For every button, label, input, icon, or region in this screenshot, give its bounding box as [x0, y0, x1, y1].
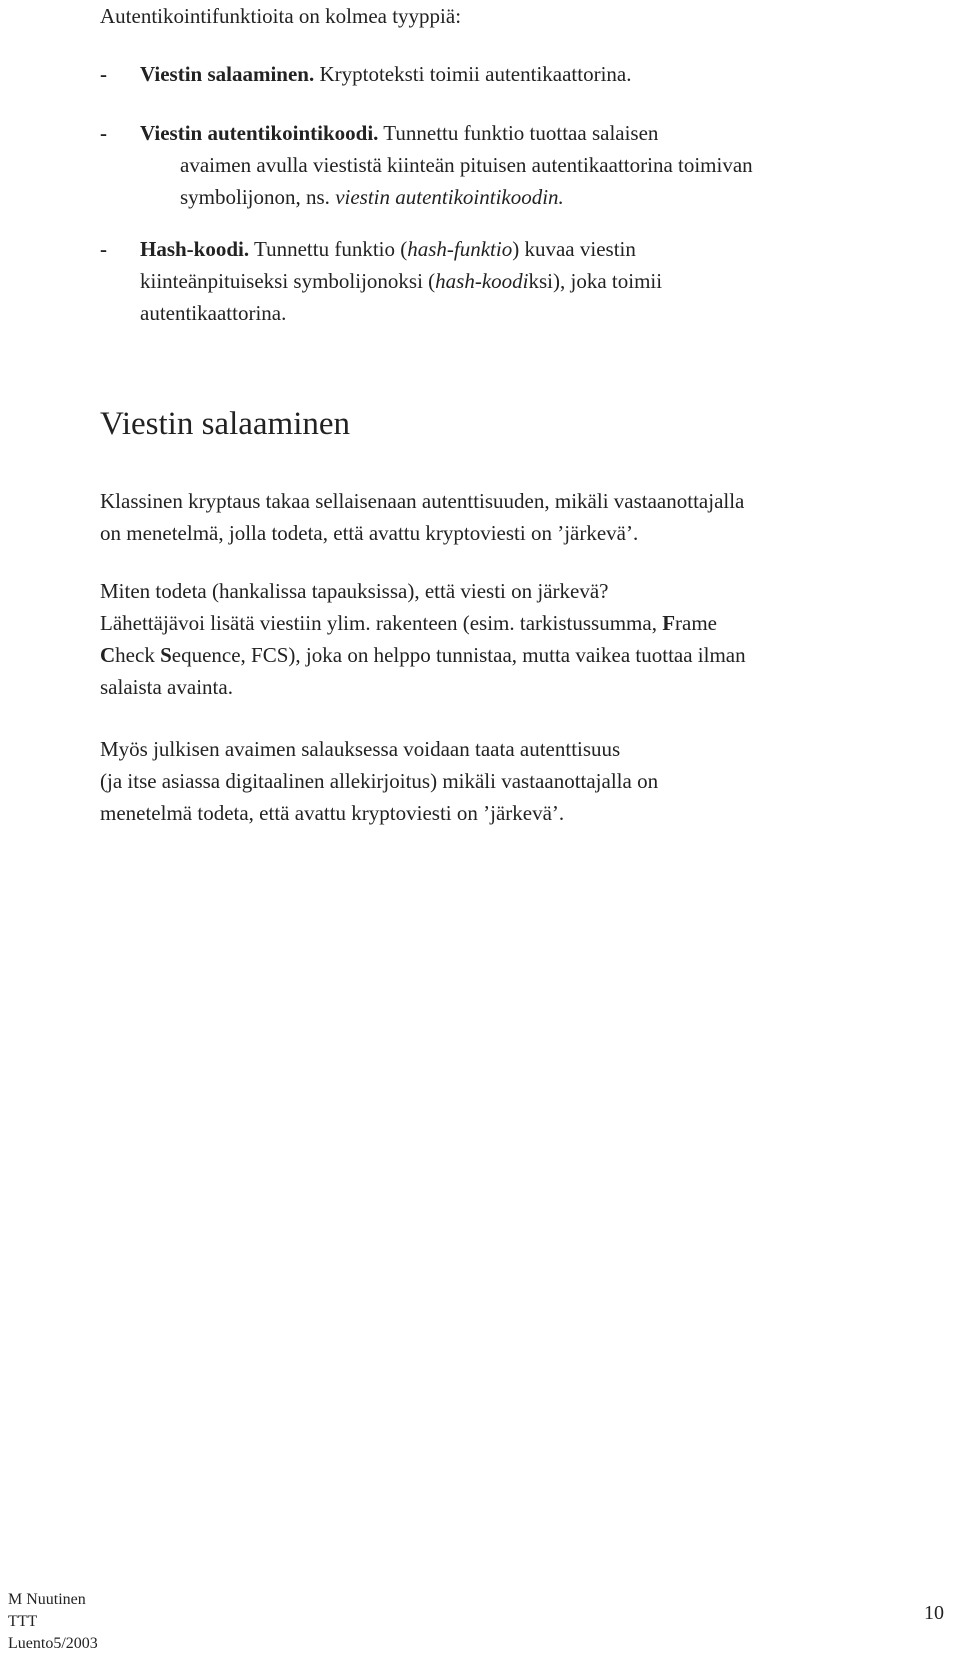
footer-course: TTT — [8, 1613, 38, 1630]
acronym-letter: C — [100, 643, 116, 667]
paragraph-line-text: equence, FCS), joka on helppo tunnistaa, mutta vaikea tuottaa ilman — [171, 643, 746, 667]
list-item-description: Tunnettu funktio tuottaa salaisen — [378, 121, 659, 145]
paragraph-line — [100, 607, 950, 639]
list-item-description: Kryptoteksti toimii autentikaattorina. — [314, 62, 632, 86]
list-item-italic-term: hash-funktio — [407, 237, 513, 261]
paragraph-line: (ja itse asiassa digitaalinen allekirjoitus) mikäli vastaanottajalla on — [100, 769, 659, 793]
list-item-line: autentikaattorina. — [140, 301, 287, 325]
list-item-line-text: ksi), joka toimii — [528, 269, 663, 293]
page-number: 10 — [924, 1602, 944, 1624]
list-dash: - — [100, 121, 107, 145]
paragraph-line-text: rame — [675, 611, 718, 635]
paragraph-line-text: Lähettäjävoi lisätä viestiin ylim. rakenteen (esim. tarkistussumma, — [100, 611, 663, 635]
list-item-line — [140, 181, 940, 213]
list-item-encryption — [100, 58, 940, 90]
footer-author: M Nuutinen — [8, 1591, 86, 1608]
list-item-text — [140, 58, 940, 90]
paragraph-classic-encryption — [100, 485, 950, 549]
section-heading: Viestin salaaminen — [100, 406, 351, 442]
list-item-term: Viestin salaaminen. — [140, 62, 315, 86]
paragraph-line: on menetelmä, jolla todeta, että avattu kryptoviesti on ’järkevä’. — [100, 521, 639, 545]
intro-text — [100, 0, 940, 32]
list-item-description: ) kuvaa viestin — [512, 237, 636, 261]
list-item-italic-term: hash-koodi — [435, 269, 529, 293]
list-dash: - — [100, 62, 107, 86]
list-item-line: avaimen avulla viestistä kiinteän pituisen autentikaattorina toimivan — [180, 153, 753, 177]
list-item-term: Hash-koodi. — [140, 237, 250, 261]
list-item-italic-term: viestin autentikointikoodin. — [335, 185, 564, 209]
paragraph-line: menetelmä todeta, että avattu kryptoviesti on ’järkevä’. — [100, 801, 565, 825]
list-item-line-text: kiinteänpituiseksi symbolijonoksi ( — [140, 269, 436, 293]
paragraph-checksum — [100, 575, 950, 703]
paragraph-line-text: heck — [115, 643, 161, 667]
paragraph-line: salaista avainta. — [100, 675, 233, 699]
footer-info — [8, 1589, 98, 1655]
paragraph-line: Myös julkisen avaimen salauksessa voidaan taata autenttisuus — [100, 737, 621, 761]
list-item-text — [140, 233, 940, 329]
list-item-term: Viestin autentikointikoodi. — [140, 121, 379, 145]
list-item-description: Tunnettu funktio ( — [249, 237, 408, 261]
list-item-text — [140, 117, 940, 213]
list-item-line — [140, 265, 940, 297]
list-item-mac — [100, 117, 940, 213]
paragraph-line: Klassinen kryptaus takaa sellaisenaan autenttisuuden, mikäli vastaanottajalla — [100, 489, 745, 513]
paragraph-line: Miten todeta (hankalissa tapauksissa), että viesti on järkevä? — [100, 579, 609, 603]
paragraph-public-key — [100, 733, 950, 829]
acronym-letter: F — [662, 611, 676, 635]
paragraph-line — [100, 639, 950, 671]
footer-lecture: Luento5/2003 — [8, 1635, 98, 1652]
acronym-letter: S — [160, 643, 172, 667]
list-item-hash — [100, 233, 940, 329]
intro-line: Autentikointifunktioita on kolmea tyyppiä: — [100, 4, 462, 28]
list-item-line-text: symbolijonon, ns. — [180, 185, 336, 209]
list-dash: - — [100, 237, 107, 261]
